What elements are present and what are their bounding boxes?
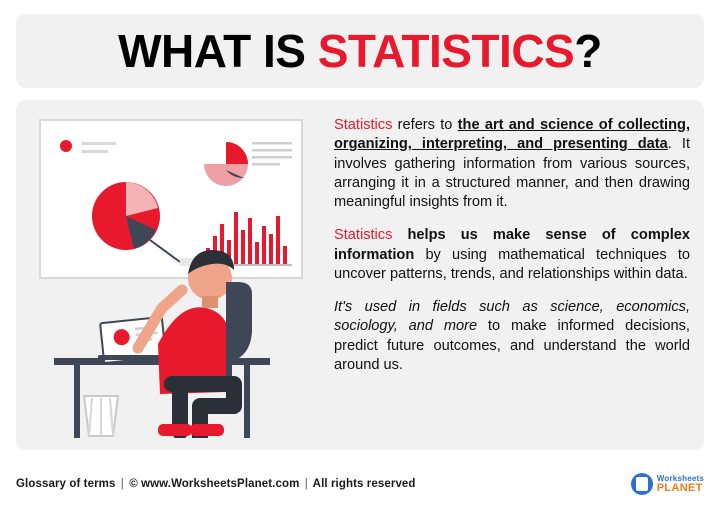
- content-card: [16, 100, 704, 450]
- footer-copyright-icon: ©: [129, 478, 138, 490]
- p2-bold: helps us make sense of complex information: [334, 227, 690, 263]
- logo-top-word: Worksheets: [656, 473, 704, 483]
- keyword-statistics-1: Statistics: [334, 117, 393, 133]
- p1-rest: . It involves gathering information from various sources, arranging it in a structured manner, and then drawing meaningful insights from it.: [334, 136, 691, 210]
- paragraph-2: [334, 226, 690, 284]
- footer-rights: All rights reserved: [312, 478, 416, 490]
- planet-icon: [631, 473, 653, 495]
- logo-bottom-word: PLANET: [656, 481, 703, 494]
- footer-glossary: Glossary of terms: [16, 478, 116, 490]
- title-card: [16, 14, 704, 88]
- paragraph-1: [334, 116, 690, 212]
- definition-text: [320, 112, 690, 438]
- p2-rest: by using mathematical techniques to uncover patterns, trends, and relationships within data.: [334, 246, 690, 282]
- title-part-what-is: WHAT IS: [118, 25, 318, 77]
- logo-wordmark: [657, 475, 704, 494]
- footer-credits: [16, 478, 416, 490]
- footer: [16, 469, 704, 499]
- worksheets-planet-logo: [631, 473, 704, 495]
- footer-site-link[interactable]: www.WorksheetsPlanet.com: [141, 478, 300, 490]
- illustration: [30, 112, 320, 438]
- footer-separator-2: |: [304, 478, 308, 490]
- waste-basket: [84, 396, 118, 436]
- title-part-question-mark: ?: [574, 25, 602, 77]
- title-part-statistics: STATISTICS: [317, 25, 575, 77]
- p1-mid: refers to: [392, 117, 458, 133]
- illustration-svg: [30, 112, 320, 438]
- footer-separator-1: |: [120, 478, 124, 490]
- p3-italic: It's used in fields such as science, economics, sociology, and more: [334, 299, 690, 335]
- paragraph-3: [334, 298, 690, 375]
- page-title: [118, 24, 602, 78]
- p1-underlined: the art and science of collecting, organizing, interpreting, and presenting data: [334, 117, 690, 153]
- p3-rest: to make informed decisions, predict future outcomes, and understand the world around us.: [334, 318, 690, 373]
- keyword-statistics-2: Statistics: [334, 227, 393, 244]
